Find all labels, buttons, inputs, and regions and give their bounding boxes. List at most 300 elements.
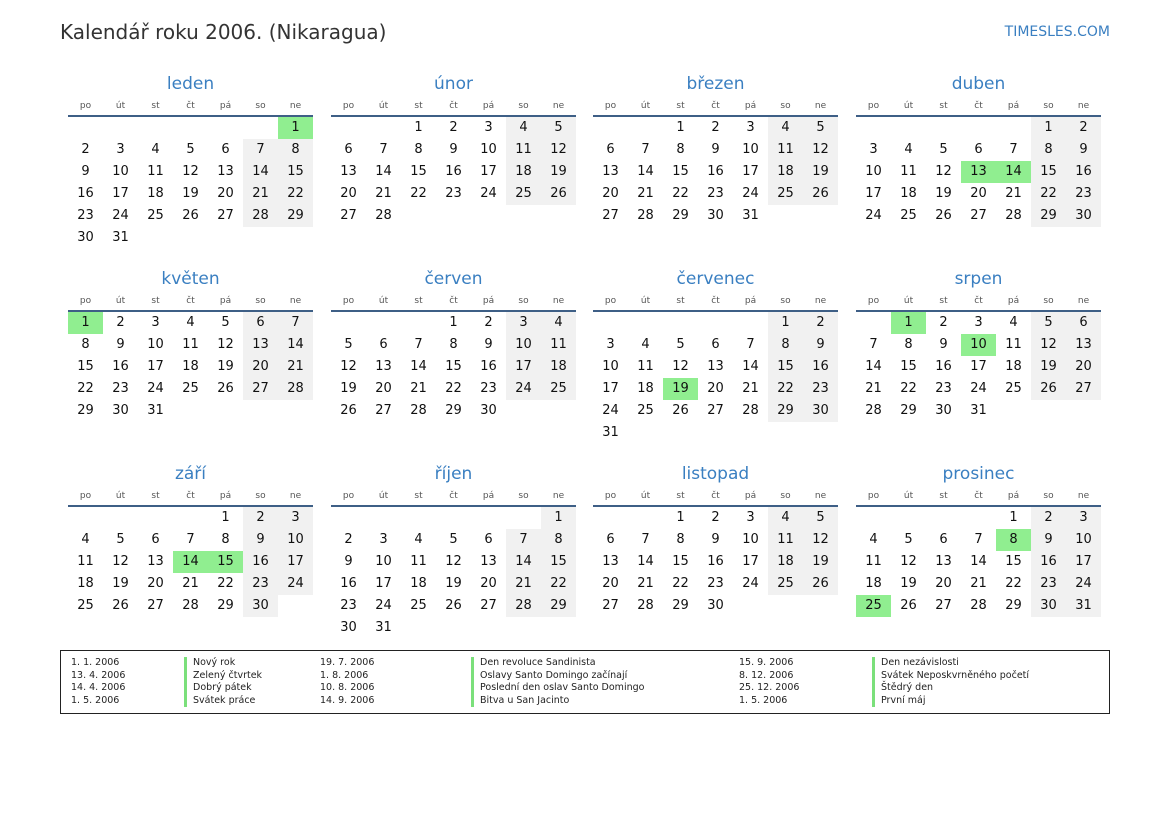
day-cell: 6 bbox=[344, 142, 353, 157]
day-cell: 26 bbox=[935, 208, 952, 223]
day-cell: 31 bbox=[147, 403, 164, 418]
empty-cell bbox=[593, 312, 628, 334]
legend-name: První máj bbox=[881, 694, 926, 706]
day-cell: 15 bbox=[672, 554, 689, 569]
weekday-label: po bbox=[604, 296, 617, 306]
day-cell: 11 bbox=[865, 554, 882, 569]
day-cell: 28 bbox=[375, 208, 392, 223]
day-cell: 2 bbox=[449, 120, 458, 135]
day-cell: 13 bbox=[375, 359, 392, 374]
day-cell: 15 bbox=[1005, 554, 1022, 569]
day-cell: 10 bbox=[147, 337, 164, 352]
weekday-label: ne bbox=[814, 491, 827, 501]
empty-cell bbox=[208, 117, 243, 139]
day-cell: 4 bbox=[1009, 315, 1018, 330]
weekday-label: po bbox=[342, 491, 355, 501]
weekday-label: so bbox=[780, 101, 791, 111]
day-cell: 3 bbox=[974, 315, 983, 330]
day-cell: 27 bbox=[375, 403, 392, 418]
weekday-label: so bbox=[780, 296, 791, 306]
month-leden bbox=[68, 72, 313, 249]
day-cell: 5 bbox=[344, 337, 353, 352]
day-cell: 6 bbox=[1066, 312, 1101, 334]
day-cell: 27 bbox=[147, 598, 164, 613]
day-cell: 13 bbox=[602, 164, 619, 179]
day-cell: 30 bbox=[1031, 595, 1066, 617]
legend-date: 14. 4. 2006 bbox=[71, 682, 126, 694]
day-cell: 12 bbox=[1031, 334, 1066, 356]
day-cell: 17 bbox=[147, 359, 164, 374]
day-cell: 10 bbox=[506, 334, 541, 356]
day-cell: 1 bbox=[221, 510, 230, 525]
day-cell: 15 bbox=[77, 359, 94, 374]
weekday-label: pá bbox=[744, 296, 757, 306]
day-cell: 8 bbox=[676, 532, 685, 547]
weekday-label: pá bbox=[482, 101, 495, 111]
day-cell: 23 bbox=[445, 186, 462, 201]
holiday-day-cell: 10 bbox=[961, 334, 996, 356]
day-cell: 6 bbox=[606, 532, 615, 547]
day-cell: 19 bbox=[112, 576, 129, 591]
weekday-label: po bbox=[867, 101, 880, 111]
day-cell: 22 bbox=[278, 183, 313, 205]
legend-names-col-2 bbox=[471, 657, 644, 707]
weekday-label: st bbox=[414, 101, 423, 111]
day-cell: 23 bbox=[480, 381, 497, 396]
day-cell: 26 bbox=[900, 598, 917, 613]
day-cell: 7 bbox=[379, 142, 388, 157]
day-cell: 14 bbox=[742, 359, 759, 374]
legend-names-col-1 bbox=[184, 657, 262, 707]
day-cell: 9 bbox=[803, 334, 838, 356]
day-cell: 5 bbox=[541, 117, 576, 139]
day-cell: 27 bbox=[1066, 378, 1101, 400]
day-cell: 24 bbox=[278, 573, 313, 595]
weekday-header bbox=[593, 100, 838, 117]
empty-cell bbox=[173, 117, 208, 139]
day-cell: 12 bbox=[935, 164, 952, 179]
month-duben bbox=[856, 72, 1101, 227]
day-cell: 24 bbox=[1066, 573, 1101, 595]
weekday-label: ne bbox=[289, 296, 302, 306]
empty-cell bbox=[628, 507, 663, 529]
day-cell: 20 bbox=[602, 576, 619, 591]
day-cell: 2 bbox=[243, 507, 278, 529]
day-cell: 9 bbox=[344, 554, 353, 569]
month-name: listopad bbox=[681, 464, 750, 484]
day-cell: 21 bbox=[637, 576, 654, 591]
day-cell: 8 bbox=[414, 142, 423, 157]
day-cell: 7 bbox=[243, 139, 278, 161]
day-cell: 20 bbox=[602, 186, 619, 201]
legend-date: 8. 12. 2006 bbox=[739, 669, 794, 681]
day-cell: 13 bbox=[480, 554, 497, 569]
day-cell: 21 bbox=[182, 576, 199, 591]
day-cell: 16 bbox=[77, 186, 94, 201]
month-květen bbox=[68, 267, 313, 422]
month-červen bbox=[331, 267, 576, 422]
day-cell: 8 bbox=[676, 142, 685, 157]
day-cell: 25 bbox=[410, 598, 427, 613]
day-cell: 3 bbox=[278, 507, 313, 529]
day-grid bbox=[593, 312, 838, 444]
legend-name: Svátek práce bbox=[193, 694, 256, 706]
day-cell: 29 bbox=[278, 205, 313, 227]
month-name: leden bbox=[166, 74, 215, 94]
day-cell: 20 bbox=[480, 576, 497, 591]
day-cell: 15 bbox=[278, 161, 313, 183]
month-name: květen bbox=[161, 269, 220, 289]
weekday-label: ne bbox=[814, 296, 827, 306]
day-cell: 22 bbox=[1005, 576, 1022, 591]
day-cell: 4 bbox=[768, 507, 803, 529]
day-cell: 12 bbox=[112, 554, 129, 569]
day-cell: 2 bbox=[1031, 507, 1066, 529]
day-cell: 24 bbox=[865, 208, 882, 223]
weekday-label: so bbox=[518, 296, 529, 306]
day-cell: 7 bbox=[506, 529, 541, 551]
day-cell: 5 bbox=[803, 117, 838, 139]
empty-cell bbox=[138, 507, 173, 529]
legend-date: 19. 7. 2006 bbox=[320, 657, 375, 668]
day-cell: 1 bbox=[676, 510, 685, 525]
day-cell: 14 bbox=[637, 554, 654, 569]
day-cell: 26 bbox=[672, 403, 689, 418]
weekday-label: čt bbox=[974, 296, 983, 306]
day-cell: 8 bbox=[449, 337, 458, 352]
holiday-day-cell: 13 bbox=[961, 161, 996, 183]
empty-cell bbox=[891, 117, 926, 139]
day-cell: 8 bbox=[221, 532, 230, 547]
day-cell: 15 bbox=[672, 164, 689, 179]
weekday-label: út bbox=[378, 296, 389, 306]
day-cell: 12 bbox=[217, 337, 234, 352]
day-cell: 26 bbox=[803, 573, 838, 595]
day-cell: 20 bbox=[1066, 356, 1101, 378]
day-cell: 16 bbox=[480, 359, 497, 374]
day-cell: 24 bbox=[147, 381, 164, 396]
day-cell: 23 bbox=[707, 186, 724, 201]
month-name: únor bbox=[434, 74, 473, 94]
day-cell: 13 bbox=[602, 554, 619, 569]
day-cell: 19 bbox=[217, 359, 234, 374]
day-cell: 1 bbox=[768, 312, 803, 334]
day-cell: 11 bbox=[77, 554, 94, 569]
day-cell: 25 bbox=[147, 208, 164, 223]
day-cell: 5 bbox=[676, 337, 685, 352]
day-cell: 30 bbox=[935, 403, 952, 418]
weekday-label: so bbox=[518, 101, 529, 111]
day-cell: 23 bbox=[1031, 573, 1066, 595]
weekday-label: ne bbox=[289, 101, 302, 111]
legend-names-col-3 bbox=[872, 657, 1029, 707]
weekday-label: út bbox=[640, 101, 651, 111]
day-cell: 9 bbox=[116, 337, 125, 352]
day-cell: 21 bbox=[278, 356, 313, 378]
legend-date: 13. 4. 2006 bbox=[71, 669, 126, 681]
day-cell: 23 bbox=[1066, 183, 1101, 205]
day-cell: 22 bbox=[1031, 183, 1066, 205]
day-cell: 30 bbox=[803, 400, 838, 422]
weekday-label: út bbox=[903, 296, 914, 306]
day-cell: 31 bbox=[1066, 595, 1101, 617]
day-cell: 24 bbox=[970, 381, 987, 396]
weekday-label: pá bbox=[219, 296, 232, 306]
page-title: Kalendář roku 2006. (Nikaragua) bbox=[60, 20, 387, 44]
day-cell: 11 bbox=[541, 334, 576, 356]
day-cell: 23 bbox=[77, 208, 94, 223]
day-cell: 7 bbox=[869, 337, 878, 352]
day-cell: 25 bbox=[768, 183, 803, 205]
day-cell: 14 bbox=[375, 164, 392, 179]
day-cell: 22 bbox=[768, 378, 803, 400]
day-cell: 26 bbox=[217, 381, 234, 396]
day-cell: 22 bbox=[672, 186, 689, 201]
day-cell: 7 bbox=[1009, 142, 1018, 157]
day-cell: 18 bbox=[637, 381, 654, 396]
day-cell: 6 bbox=[711, 337, 720, 352]
day-cell: 31 bbox=[375, 620, 392, 635]
day-cell: 7 bbox=[186, 532, 195, 547]
empty-cell bbox=[891, 507, 926, 529]
weekday-label: so bbox=[1043, 296, 1054, 306]
day-cell: 3 bbox=[1066, 507, 1101, 529]
day-cell: 29 bbox=[900, 403, 917, 418]
holiday-day-cell: 14 bbox=[173, 551, 208, 573]
site-link[interactable]: TIMESLES.COM bbox=[1004, 24, 1110, 40]
day-cell: 18 bbox=[410, 576, 427, 591]
day-cell: 28 bbox=[1005, 208, 1022, 223]
day-cell: 6 bbox=[151, 532, 160, 547]
day-cell: 13 bbox=[243, 334, 278, 356]
day-cell: 29 bbox=[541, 595, 576, 617]
day-cell: 4 bbox=[151, 142, 160, 157]
day-cell: 6 bbox=[221, 142, 230, 157]
weekday-label: út bbox=[640, 491, 651, 501]
day-cell: 20 bbox=[147, 576, 164, 591]
day-cell: 16 bbox=[445, 164, 462, 179]
weekday-label: st bbox=[676, 491, 685, 501]
weekday-label: čt bbox=[711, 491, 720, 501]
day-cell: 10 bbox=[278, 529, 313, 551]
weekday-label: po bbox=[867, 491, 880, 501]
month-name: září bbox=[174, 464, 207, 484]
day-cell: 16 bbox=[1031, 551, 1066, 573]
day-cell: 7 bbox=[414, 337, 423, 352]
day-cell: 7 bbox=[641, 532, 650, 547]
day-cell: 30 bbox=[112, 403, 129, 418]
day-cell: 14 bbox=[637, 164, 654, 179]
day-cell: 28 bbox=[243, 205, 278, 227]
legend-dates-col-2 bbox=[320, 657, 374, 707]
day-cell: 20 bbox=[340, 186, 357, 201]
day-cell: 16 bbox=[340, 576, 357, 591]
month-březen bbox=[593, 72, 838, 227]
day-cell: 25 bbox=[637, 403, 654, 418]
weekday-label: ne bbox=[552, 296, 565, 306]
legend-date: 14. 9. 2006 bbox=[320, 694, 375, 706]
day-grid bbox=[68, 507, 313, 617]
day-cell: 12 bbox=[445, 554, 462, 569]
weekday-label: pá bbox=[1007, 491, 1020, 501]
legend-name: Nový rok bbox=[193, 657, 236, 668]
day-cell: 18 bbox=[77, 576, 94, 591]
day-cell: 22 bbox=[217, 576, 234, 591]
day-cell: 16 bbox=[243, 551, 278, 573]
day-cell: 4 bbox=[414, 532, 423, 547]
weekday-label: po bbox=[79, 101, 92, 111]
day-cell: 17 bbox=[742, 164, 759, 179]
day-cell: 1 bbox=[414, 120, 423, 135]
month-name: červen bbox=[424, 269, 483, 289]
month-prosinec bbox=[856, 462, 1101, 617]
day-cell: 9 bbox=[484, 337, 493, 352]
day-cell: 20 bbox=[243, 356, 278, 378]
day-grid bbox=[68, 117, 313, 249]
weekday-label: pá bbox=[1007, 101, 1020, 111]
day-cell: 26 bbox=[445, 598, 462, 613]
day-cell: 22 bbox=[445, 381, 462, 396]
holiday-day-cell: 1 bbox=[891, 312, 926, 334]
day-cell: 15 bbox=[900, 359, 917, 374]
day-cell: 14 bbox=[410, 359, 427, 374]
day-cell: 5 bbox=[116, 532, 125, 547]
weekday-label: út bbox=[115, 296, 126, 306]
day-cell: 29 bbox=[672, 598, 689, 613]
day-cell: 11 bbox=[410, 554, 427, 569]
weekday-label: čt bbox=[974, 101, 983, 111]
day-cell: 10 bbox=[602, 359, 619, 374]
legend-name: Zelený čtvrtek bbox=[193, 669, 263, 681]
day-cell: 22 bbox=[541, 573, 576, 595]
day-cell: 25 bbox=[77, 598, 94, 613]
day-cell: 28 bbox=[506, 595, 541, 617]
day-cell: 11 bbox=[506, 139, 541, 161]
month-name: prosinec bbox=[942, 464, 1015, 484]
day-cell: 30 bbox=[707, 208, 724, 223]
holiday-legend bbox=[60, 650, 1110, 714]
day-cell: 21 bbox=[865, 381, 882, 396]
holiday-day-cell: 1 bbox=[278, 117, 313, 139]
day-cell: 18 bbox=[768, 161, 803, 183]
day-cell: 12 bbox=[672, 359, 689, 374]
day-cell: 28 bbox=[637, 598, 654, 613]
day-cell: 12 bbox=[182, 164, 199, 179]
day-cell: 19 bbox=[1031, 356, 1066, 378]
day-cell: 10 bbox=[742, 142, 759, 157]
day-cell: 5 bbox=[1031, 312, 1066, 334]
day-cell: 31 bbox=[602, 425, 619, 440]
day-cell: 10 bbox=[1066, 529, 1101, 551]
day-cell: 26 bbox=[803, 183, 838, 205]
weekday-label: čt bbox=[186, 101, 195, 111]
day-cell: 19 bbox=[340, 381, 357, 396]
day-cell: 19 bbox=[803, 161, 838, 183]
weekday-label: st bbox=[414, 491, 423, 501]
day-cell: 27 bbox=[935, 598, 952, 613]
day-cell: 8 bbox=[904, 337, 913, 352]
month-name: srpen bbox=[954, 269, 1003, 289]
empty-cell bbox=[103, 117, 138, 139]
day-cell: 12 bbox=[340, 359, 357, 374]
day-grid bbox=[331, 312, 576, 422]
day-cell: 7 bbox=[974, 532, 983, 547]
day-cell: 18 bbox=[1005, 359, 1022, 374]
day-cell: 27 bbox=[340, 208, 357, 223]
day-cell: 1 bbox=[449, 315, 458, 330]
day-cell: 1 bbox=[1009, 510, 1018, 525]
day-cell: 13 bbox=[935, 554, 952, 569]
empty-cell bbox=[436, 507, 471, 529]
weekday-label: st bbox=[939, 101, 948, 111]
day-cell: 10 bbox=[480, 142, 497, 157]
weekday-label: čt bbox=[711, 296, 720, 306]
weekday-label: st bbox=[151, 101, 160, 111]
weekday-label: pá bbox=[482, 491, 495, 501]
day-cell: 21 bbox=[410, 381, 427, 396]
day-grid bbox=[593, 117, 838, 227]
weekday-label: čt bbox=[449, 491, 458, 501]
day-cell: 23 bbox=[243, 573, 278, 595]
day-cell: 10 bbox=[375, 554, 392, 569]
empty-cell bbox=[331, 312, 366, 334]
weekday-header bbox=[856, 295, 1101, 312]
day-cell: 23 bbox=[340, 598, 357, 613]
day-cell: 16 bbox=[803, 356, 838, 378]
day-cell: 5 bbox=[221, 315, 230, 330]
weekday-label: st bbox=[939, 491, 948, 501]
empty-cell bbox=[961, 507, 996, 529]
day-cell: 4 bbox=[768, 117, 803, 139]
day-cell: 7 bbox=[641, 142, 650, 157]
day-cell: 11 bbox=[768, 139, 803, 161]
day-cell: 20 bbox=[217, 186, 234, 201]
day-cell: 1 bbox=[1031, 117, 1066, 139]
day-grid bbox=[856, 312, 1101, 422]
day-cell: 24 bbox=[506, 378, 541, 400]
day-cell: 17 bbox=[112, 186, 129, 201]
day-cell: 13 bbox=[1066, 334, 1101, 356]
day-cell: 15 bbox=[410, 164, 427, 179]
empty-cell bbox=[926, 117, 961, 139]
month-srpen bbox=[856, 267, 1101, 422]
weekday-label: ne bbox=[1077, 101, 1090, 111]
month-únor bbox=[331, 72, 576, 227]
day-cell: 14 bbox=[243, 161, 278, 183]
day-cell: 25 bbox=[541, 378, 576, 400]
day-cell: 7 bbox=[278, 312, 313, 334]
weekday-label: po bbox=[79, 491, 92, 501]
holiday-day-cell: 8 bbox=[996, 529, 1031, 551]
weekday-label: ne bbox=[552, 101, 565, 111]
day-cell: 8 bbox=[81, 337, 90, 352]
weekday-header bbox=[331, 490, 576, 507]
day-cell: 25 bbox=[506, 183, 541, 205]
day-cell: 10 bbox=[742, 532, 759, 547]
empty-cell bbox=[401, 312, 436, 334]
day-cell: 17 bbox=[506, 356, 541, 378]
weekday-label: čt bbox=[974, 491, 983, 501]
weekday-label: čt bbox=[186, 491, 195, 501]
day-cell: 25 bbox=[1005, 381, 1022, 396]
weekday-label: so bbox=[1043, 101, 1054, 111]
weekday-label: út bbox=[903, 491, 914, 501]
empty-cell bbox=[593, 117, 628, 139]
weekday-label: po bbox=[342, 101, 355, 111]
day-cell: 6 bbox=[606, 142, 615, 157]
weekday-label: čt bbox=[186, 296, 195, 306]
day-cell: 18 bbox=[506, 161, 541, 183]
